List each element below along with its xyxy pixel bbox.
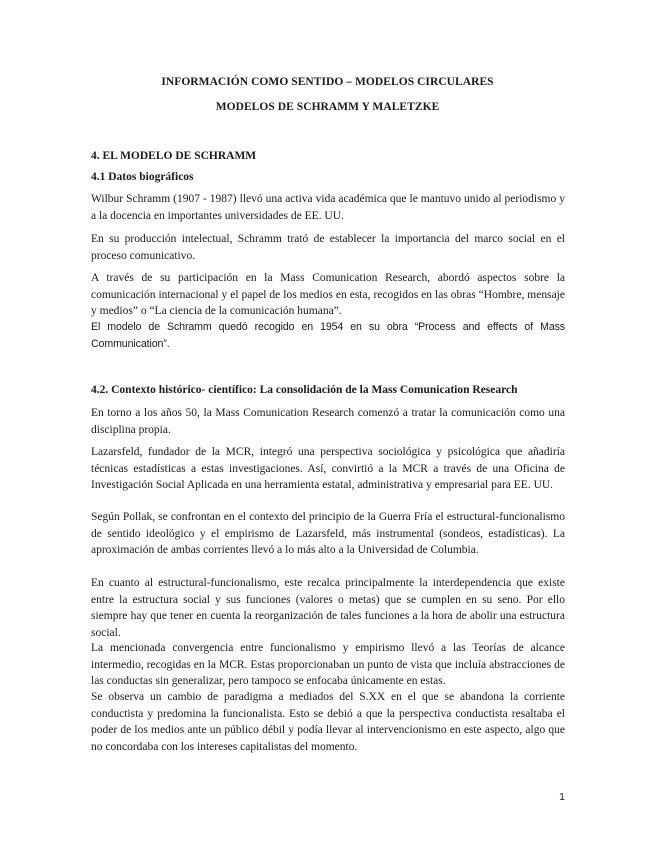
paragraph-lazarsfeld: Lazarsfeld, fundador de la MCR, integró una perspectiva sociológica y psicológica que añadiría técnicas estadísticas a estas investigaciones. Así, convirtió a la MCR a través de una Oficina de Investigación Social Aplicada en una herramienta estatal, administrativa y empresarial para EE. UU.	[91, 446, 565, 492]
paragraph-convergence: La mencionada convergencia entre funcionalismo y empirismo llevó a las Teorías de alcance intermedio, recogidas en la MCR. Estas proporcionaban un punto de vista que incluía abstracciones de las conductas sin generalizar, pero tampoco se enfocaba únicamente en estas.	[91, 642, 565, 688]
paragraph-paradigm-shift: Se observa un cambio de paradigma a mediados del S.XX en el que se abandona la corriente conductista y predomina la funcionalista. Esto se debió a que la perspectiva conductista resaltaba el poder de los medios ante un público débil y podía llevar al intervencionismo en este aspecto, algo que no concordaba con los intereses capitalistas del momento.	[91, 691, 565, 753]
section-heading: 4. EL MODELO DE SCHRAMM	[91, 150, 257, 162]
paragraph-pollak: Según Pollak, se confrontan en el contexto del principio de la Guerra Fría el estructural-funcionalismo de sentido ideológico y el empirismo de Lazarsfeld, más instrumental (sondeos, estadísticas). La aproximación de ambas corrientes llevó a lo más alto a la Universidad de Columbia.	[91, 511, 565, 557]
subsection-heading-biographical: 4.1 Datos biográficos	[91, 171, 194, 183]
paragraph-schramm-model: El modelo de Schramm quedó recogido en 1954 en su obra “Process and effects of Mass Communication”.	[91, 321, 565, 350]
paragraph-intellectual-production: En su producción intelectual, Schramm trató de establecer la importancia del marco social en el proceso comunicativo.	[91, 233, 565, 262]
paragraph-mass-communication-research: A través de su participación en la Mass Comunication Research, abordó aspectos sobre la comunicación internacional y el papel de los medios en esta, recogidos en las obras “Hombre, mensaje y medios” o “La ciencia de la comunicación humana”.	[91, 272, 565, 318]
document-title-line-2: MODELOS DE SCHRAMM Y MALETZKE	[215, 101, 440, 113]
paragraph-biography: Wilbur Schramm (1907 - 1987) llevó una activa vida académica que le mantuvo unido al periodismo y a la docencia en importantes universidades de EE. UU.	[91, 193, 565, 222]
paragraph-years-50: En torno a los años 50, la Mass Comunication Research comenzó a tratar la comunicación como una disciplina propia.	[91, 407, 565, 436]
paragraph-structural-functionalism: En cuanto al estructural-funcionalismo, este recalca principalmente la interdependencia que existe entre la estructura social y sus funciones (valores o metas) que se cumplen en su seno. Por ello siempre hay que tener en cuenta la reorganización de tales funciones a la hora de abolir una estructura social.	[91, 577, 565, 639]
subsection-heading-context: 4.2. Contexto histórico- científico: La consolidación de la Mass Comunication Research	[91, 384, 518, 396]
document-title-line-1: INFORMACIÓN COMO SENTIDO – MODELOS CIRCULARES	[161, 76, 494, 88]
page-number: 1	[559, 791, 565, 803]
